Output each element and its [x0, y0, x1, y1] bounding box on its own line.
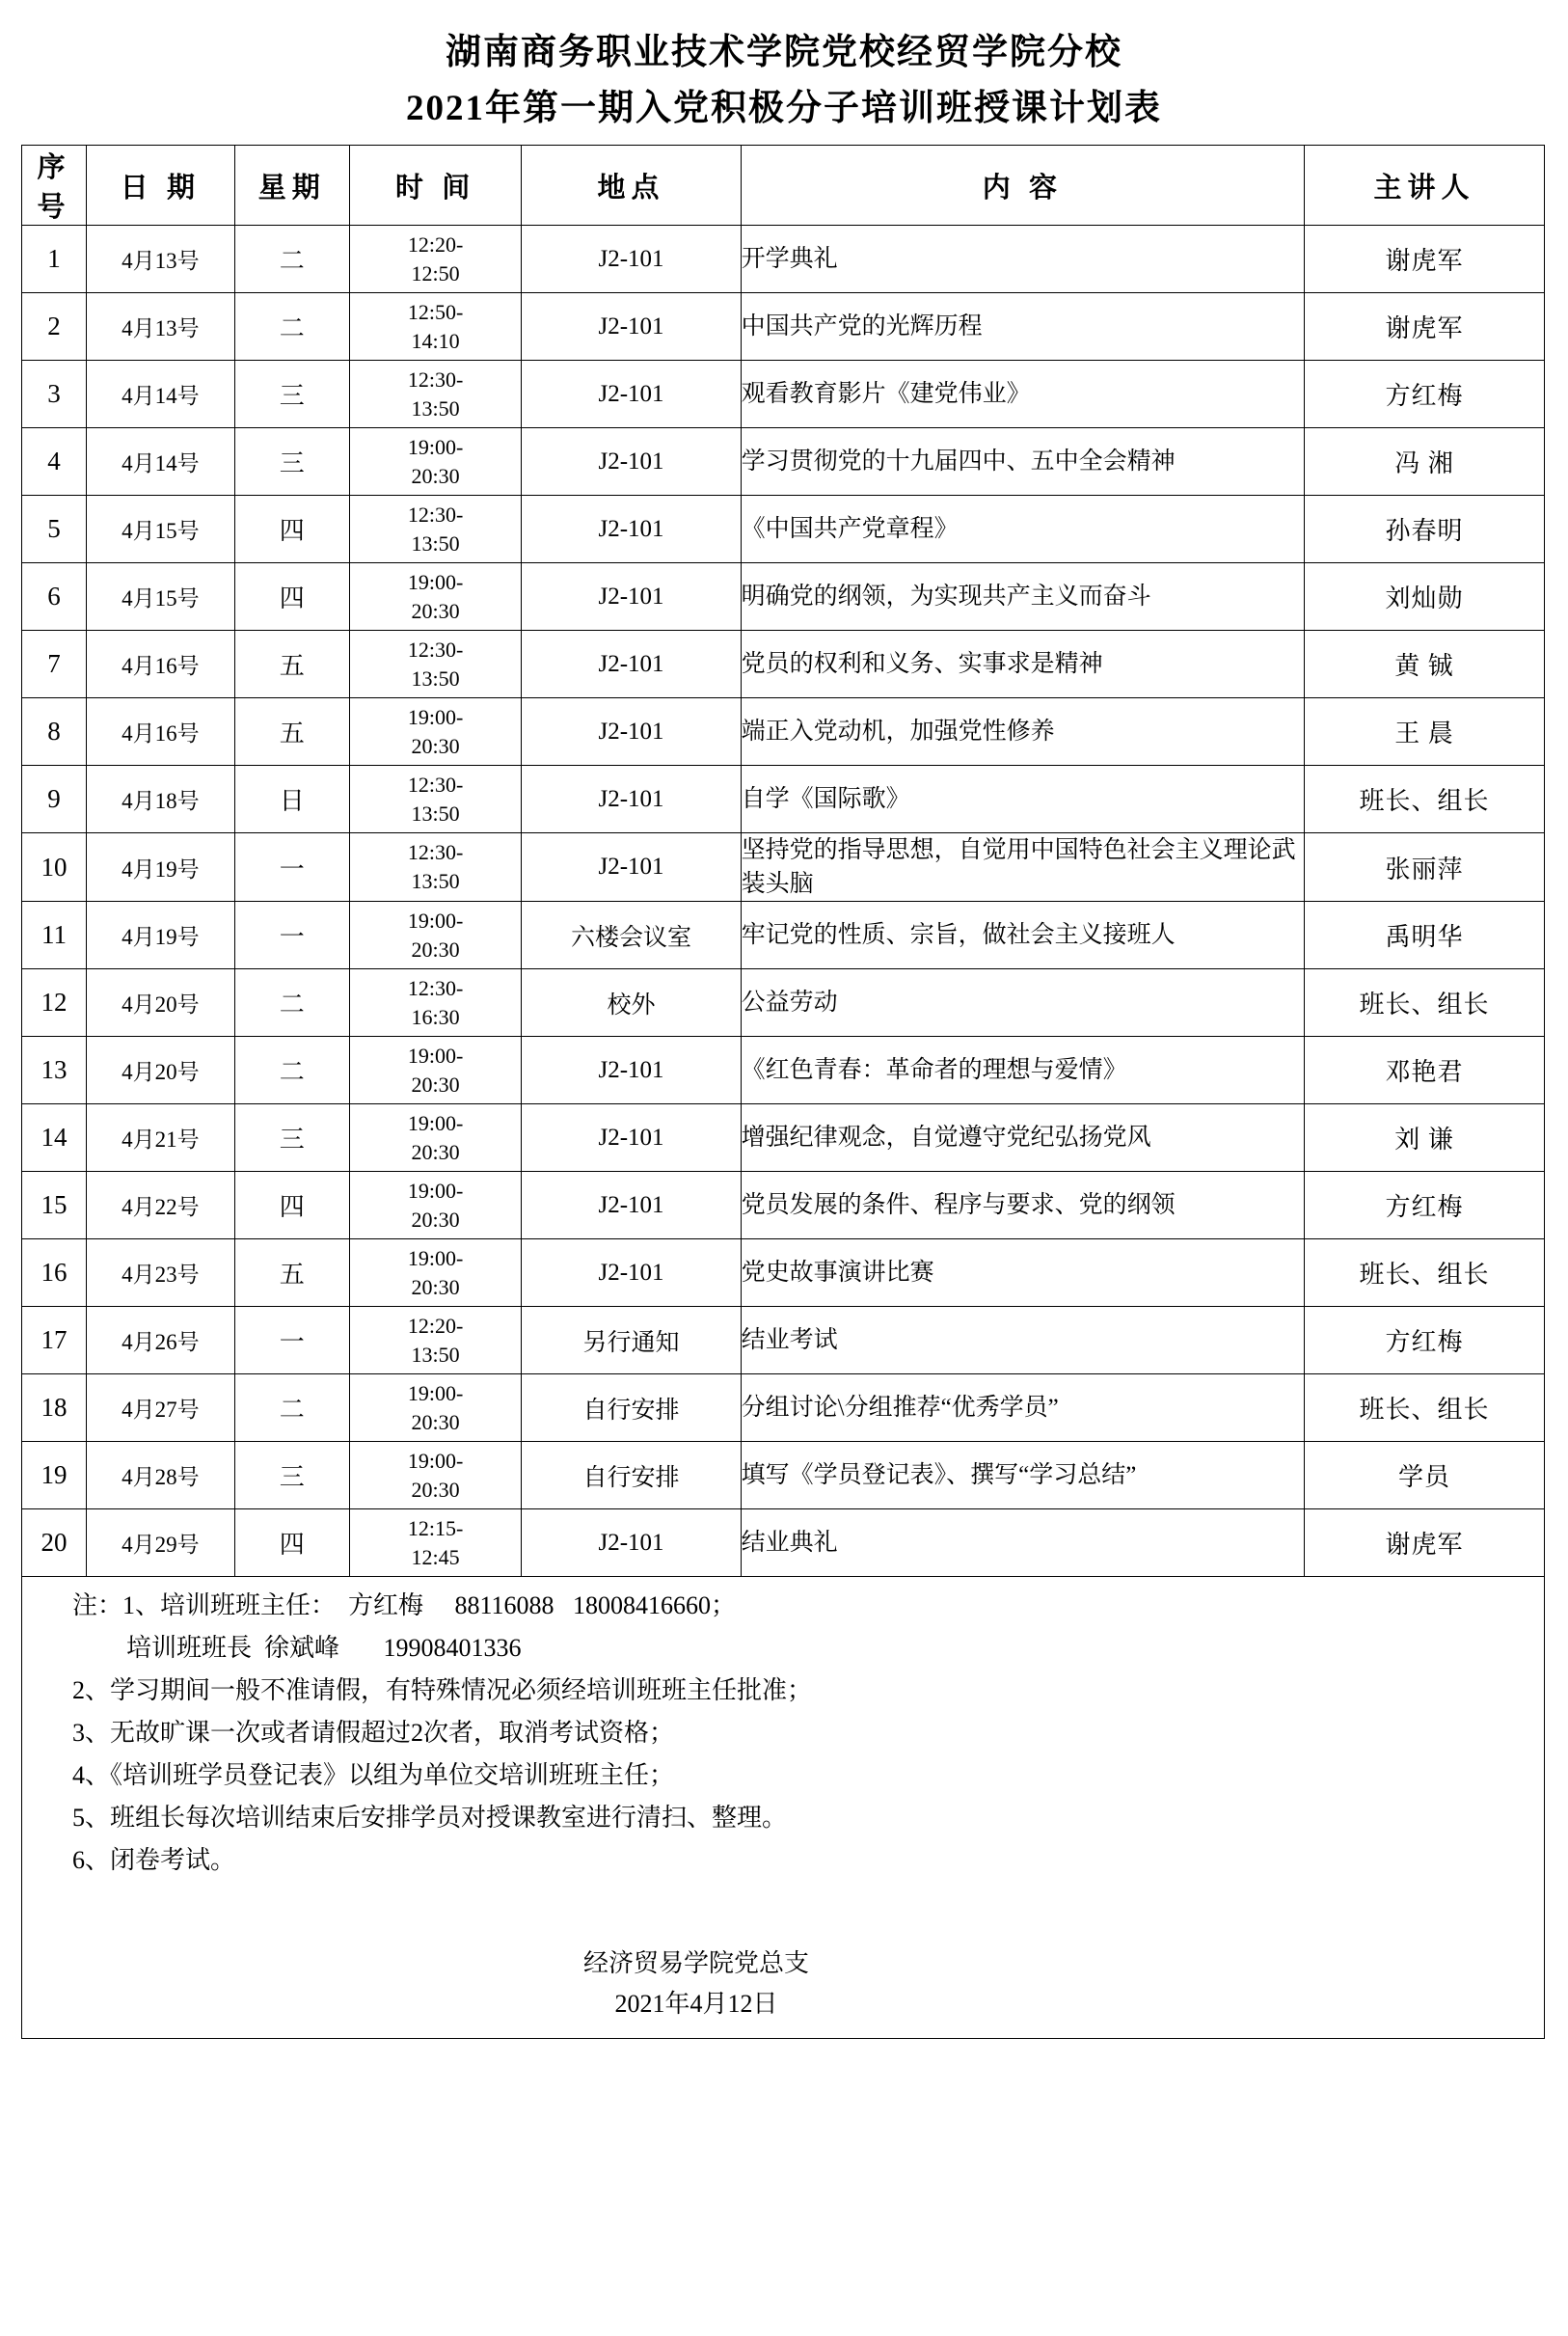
table-row	[22, 1442, 1545, 1509]
cell-date: 4月20号	[87, 969, 235, 1037]
cell-place: 自行安排	[522, 1442, 741, 1509]
cell-content: 《红色青春：革命者的理想与爱情》	[741, 1037, 1304, 1104]
table-row	[22, 1307, 1545, 1374]
cell-time	[349, 293, 522, 361]
schedule-table	[21, 145, 1545, 1577]
cell-time-start: 19:00-	[407, 1245, 464, 1270]
cell-time-end: 20:30	[411, 598, 460, 623]
cell-time-end: 14:10	[411, 328, 460, 353]
cell-time-start: 12:20-	[407, 1313, 464, 1338]
cell-time-start: 12:30-	[407, 772, 464, 797]
cell-date: 4月21号	[87, 1104, 235, 1172]
cell-place: J2-101	[522, 631, 741, 698]
table-row	[22, 902, 1545, 969]
cell-date: 4月26号	[87, 1307, 235, 1374]
cell-place: 自行安排	[522, 1374, 741, 1442]
cell-week: 四	[234, 563, 349, 631]
cell-content: 增强纪律观念，自觉遵守党纪弘扬党风	[741, 1104, 1304, 1172]
cell-no: 12	[22, 969, 87, 1037]
cell-time	[349, 902, 522, 969]
cell-time-start: 12:30-	[407, 975, 464, 1000]
cell-time	[349, 496, 522, 563]
cell-time	[349, 1037, 522, 1104]
cell-time-end: 20:30	[411, 1409, 460, 1434]
cell-place: J2-101	[522, 563, 741, 631]
cell-speaker: 张丽萍	[1305, 833, 1545, 902]
cell-content: 自学《国际歌》	[741, 766, 1304, 833]
cell-week: 二	[234, 1374, 349, 1442]
cell-time-start: 19:00-	[407, 569, 464, 594]
cell-time	[349, 1239, 522, 1307]
cell-content: 中国共产党的光辉历程	[741, 293, 1304, 361]
cell-time-end: 13:50	[411, 801, 460, 826]
cell-place: J2-101	[522, 361, 741, 428]
table-row	[22, 1172, 1545, 1239]
cell-content: 观看教育影片《建党伟业》	[741, 361, 1304, 428]
cell-no: 10	[22, 833, 87, 902]
cell-place: 六楼会议室	[522, 902, 741, 969]
cell-time-end: 13:50	[411, 395, 460, 421]
cell-week: 五	[234, 631, 349, 698]
cell-date: 4月16号	[87, 631, 235, 698]
cell-no: 5	[22, 496, 87, 563]
cell-date: 4月29号	[87, 1509, 235, 1577]
note-line-3: 2、学习期间一般不准请假，有特殊情况必须经培训班班主任批准；	[72, 1676, 813, 1704]
cell-content: 开学典礼	[741, 226, 1304, 293]
cell-place: J2-101	[522, 698, 741, 766]
cell-week: 二	[234, 226, 349, 293]
cell-speaker: 班长、组长	[1305, 766, 1545, 833]
cell-place: 另行通知	[522, 1307, 741, 1374]
cell-speaker: 黄 铖	[1305, 631, 1545, 698]
cell-time-end: 20:30	[411, 463, 460, 488]
cell-week: 一	[234, 833, 349, 902]
cell-speaker: 班长、组长	[1305, 969, 1545, 1037]
cell-time	[349, 1307, 522, 1374]
table-row	[22, 631, 1545, 698]
cell-time	[349, 563, 522, 631]
cell-time-end: 13:50	[411, 665, 460, 691]
cell-date: 4月22号	[87, 1172, 235, 1239]
cell-speaker: 班长、组长	[1305, 1374, 1545, 1442]
cell-time-end: 20:30	[411, 1072, 460, 1097]
cell-content: 填写《学员登记表》、撰写“学习总结”	[741, 1442, 1304, 1509]
cell-week: 四	[234, 1172, 349, 1239]
cell-place: J2-101	[522, 1172, 741, 1239]
cell-place: J2-101	[522, 1239, 741, 1307]
cell-time-start: 19:00-	[407, 1043, 464, 1068]
cell-speaker: 刘 谦	[1305, 1104, 1545, 1172]
cell-date: 4月14号	[87, 361, 235, 428]
table-row	[22, 698, 1545, 766]
cell-no: 3	[22, 361, 87, 428]
cell-time-end: 20:30	[411, 733, 460, 758]
note-line-5: 4、《培训班学员登记表》以组为单位交培训班班主任；	[72, 1761, 675, 1789]
cell-date: 4月15号	[87, 563, 235, 631]
cell-speaker: 方红梅	[1305, 1172, 1545, 1239]
header-date: 日 期	[87, 146, 235, 226]
cell-date: 4月15号	[87, 496, 235, 563]
cell-time	[349, 1104, 522, 1172]
cell-week: 日	[234, 766, 349, 833]
cell-content: 党员发展的条件、程序与要求、党的纲领	[741, 1172, 1304, 1239]
cell-time-end: 20:30	[411, 1139, 460, 1164]
cell-time	[349, 226, 522, 293]
cell-date: 4月13号	[87, 226, 235, 293]
cell-no: 6	[22, 563, 87, 631]
cell-place: J2-101	[522, 1104, 741, 1172]
cell-speaker: 王 晨	[1305, 698, 1545, 766]
cell-time-end: 20:30	[411, 937, 460, 962]
cell-week: 五	[234, 1239, 349, 1307]
table-row	[22, 969, 1545, 1037]
table-header-row	[22, 146, 1545, 226]
note-line-4: 3、无故旷课一次或者请假超过2次者，取消考试资格；	[72, 1719, 675, 1747]
cell-date: 4月16号	[87, 698, 235, 766]
cell-content: 结业考试	[741, 1307, 1304, 1374]
cell-date: 4月20号	[87, 1037, 235, 1104]
table-row	[22, 1104, 1545, 1172]
header-week: 星期	[234, 146, 349, 226]
header-content: 内 容	[741, 146, 1304, 226]
cell-speaker: 禹明华	[1305, 902, 1545, 969]
table-row	[22, 1239, 1545, 1307]
table-row	[22, 496, 1545, 563]
cell-content: 牢记党的性质、宗旨，做社会主义接班人	[741, 902, 1304, 969]
cell-date: 4月27号	[87, 1374, 235, 1442]
cell-speaker: 冯 湘	[1305, 428, 1545, 496]
header-time: 时 间	[349, 146, 522, 226]
cell-time-start: 19:00-	[407, 434, 464, 459]
cell-content: 分组讨论\分组推荐“优秀学员”	[741, 1374, 1304, 1442]
table-row	[22, 1374, 1545, 1442]
notes-block	[21, 1577, 1545, 2039]
cell-speaker: 刘灿勋	[1305, 563, 1545, 631]
cell-time-end: 13:50	[411, 869, 460, 893]
cell-content: 学习贯彻党的十九届四中、五中全会精神	[741, 428, 1304, 496]
cell-time-end: 20:30	[411, 1477, 460, 1502]
cell-time-start: 12:30-	[407, 502, 464, 527]
cell-time	[349, 428, 522, 496]
cell-time-start: 12:15-	[407, 1515, 464, 1540]
cell-time	[349, 1442, 522, 1509]
cell-time-start: 12:20-	[407, 231, 464, 257]
signature-date: 2021年4月12日	[614, 1990, 778, 2018]
cell-content: 结业典礼	[741, 1509, 1304, 1577]
signature-org: 经济贸易学院党总支	[582, 1949, 809, 1977]
cell-week: 一	[234, 1307, 349, 1374]
note-line-1: 注：1、培训班班主任： 方红梅 88116088 18008416660；	[72, 1591, 737, 1619]
cell-speaker: 谢虎军	[1305, 293, 1545, 361]
cell-content: 党史故事演讲比赛	[741, 1239, 1304, 1307]
document-title	[21, 14, 1547, 145]
cell-no: 14	[22, 1104, 87, 1172]
note-line-6: 5、班组长每次培训结束后安排学员对授课教室进行清扫、整理。	[72, 1804, 788, 1832]
cell-content: 坚持党的指导思想，自觉用中国特色社会主义理论武装头脑	[741, 833, 1304, 902]
cell-speaker: 孙春明	[1305, 496, 1545, 563]
cell-week: 一	[234, 902, 349, 969]
table-row	[22, 428, 1545, 496]
cell-content: 《中国共产党章程》	[741, 496, 1304, 563]
signature-block	[22, 1943, 1544, 2024]
cell-time-start: 19:00-	[407, 1380, 464, 1405]
title-line-1: 湖南商务职业技术学院党校经贸学院分校	[446, 33, 1122, 72]
cell-speaker: 班长、组长	[1305, 1239, 1545, 1307]
cell-week: 四	[234, 1509, 349, 1577]
cell-time-end: 13:50	[411, 530, 460, 556]
cell-time-start: 12:30-	[407, 840, 464, 864]
cell-time-end: 13:50	[411, 1342, 460, 1367]
cell-time-start: 19:00-	[407, 704, 464, 729]
cell-week: 五	[234, 698, 349, 766]
cell-time	[349, 1172, 522, 1239]
cell-time-end: 12:50	[411, 260, 460, 285]
cell-speaker: 谢虎军	[1305, 226, 1545, 293]
note-line-7: 6、闭卷考试。	[72, 1846, 236, 1874]
cell-speaker: 方红梅	[1305, 361, 1545, 428]
cell-time	[349, 361, 522, 428]
table-row	[22, 563, 1545, 631]
header-no: 序号	[22, 146, 87, 226]
cell-time	[349, 1509, 522, 1577]
cell-place: J2-101	[522, 1037, 741, 1104]
title-line-2: 2021年第一期入党积极分子培训班授课计划表	[406, 89, 1162, 128]
cell-no: 8	[22, 698, 87, 766]
cell-week: 三	[234, 428, 349, 496]
cell-no: 15	[22, 1172, 87, 1239]
cell-no: 1	[22, 226, 87, 293]
cell-speaker: 方红梅	[1305, 1307, 1545, 1374]
cell-no: 16	[22, 1239, 87, 1307]
cell-time-start: 12:30-	[407, 367, 464, 392]
table-row	[22, 766, 1545, 833]
cell-time-end: 20:30	[411, 1207, 460, 1232]
cell-place: J2-101	[522, 293, 741, 361]
cell-time	[349, 969, 522, 1037]
cell-time	[349, 631, 522, 698]
cell-week: 三	[234, 361, 349, 428]
table-row	[22, 293, 1545, 361]
cell-time	[349, 698, 522, 766]
cell-no: 19	[22, 1442, 87, 1509]
cell-week: 三	[234, 1442, 349, 1509]
cell-content: 公益劳动	[741, 969, 1304, 1037]
cell-time-end: 12:45	[411, 1544, 460, 1569]
cell-time-end: 16:30	[411, 1004, 460, 1029]
cell-no: 11	[22, 902, 87, 969]
cell-speaker: 邓艳君	[1305, 1037, 1545, 1104]
cell-week: 二	[234, 293, 349, 361]
cell-content: 党员的权利和义务、实事求是精神	[741, 631, 1304, 698]
cell-place: J2-101	[522, 1509, 741, 1577]
cell-content: 明确党的纲领，为实现共产主义而奋斗	[741, 563, 1304, 631]
cell-place: J2-101	[522, 428, 741, 496]
cell-time-start: 19:00-	[407, 1448, 464, 1473]
cell-place: J2-101	[522, 766, 741, 833]
cell-place: J2-101	[522, 496, 741, 563]
table-row	[22, 833, 1545, 902]
cell-date: 4月23号	[87, 1239, 235, 1307]
cell-week: 四	[234, 496, 349, 563]
cell-time-start: 12:30-	[407, 637, 464, 662]
cell-date: 4月28号	[87, 1442, 235, 1509]
cell-date: 4月19号	[87, 902, 235, 969]
table-row	[22, 1509, 1545, 1577]
cell-time-start: 19:00-	[407, 1110, 464, 1135]
cell-place: J2-101	[522, 226, 741, 293]
cell-time	[349, 833, 522, 902]
table-row	[22, 1037, 1545, 1104]
header-speaker: 主讲人	[1305, 146, 1545, 226]
cell-time-start: 19:00-	[407, 1178, 464, 1203]
cell-week: 二	[234, 969, 349, 1037]
cell-week: 三	[234, 1104, 349, 1172]
cell-speaker: 学员	[1305, 1442, 1545, 1509]
cell-date: 4月19号	[87, 833, 235, 902]
table-row	[22, 226, 1545, 293]
cell-date: 4月13号	[87, 293, 235, 361]
cell-time-end: 20:30	[411, 1274, 460, 1299]
cell-date: 4月14号	[87, 428, 235, 496]
cell-time-start: 12:50-	[407, 299, 464, 324]
table-row	[22, 361, 1545, 428]
cell-time-start: 19:00-	[407, 908, 464, 933]
cell-place: 校外	[522, 969, 741, 1037]
cell-time	[349, 766, 522, 833]
cell-no: 13	[22, 1037, 87, 1104]
cell-no: 7	[22, 631, 87, 698]
cell-place: J2-101	[522, 833, 741, 902]
cell-no: 9	[22, 766, 87, 833]
cell-no: 2	[22, 293, 87, 361]
header-place: 地点	[522, 146, 741, 226]
cell-speaker: 谢虎军	[1305, 1509, 1545, 1577]
cell-time	[349, 1374, 522, 1442]
cell-no: 17	[22, 1307, 87, 1374]
cell-no: 4	[22, 428, 87, 496]
cell-week: 二	[234, 1037, 349, 1104]
cell-content: 端正入党动机，加强党性修养	[741, 698, 1304, 766]
cell-no: 20	[22, 1509, 87, 1577]
note-line-2: 培训班班長 徐斌峰 19908401336	[126, 1634, 522, 1662]
cell-date: 4月18号	[87, 766, 235, 833]
cell-no: 18	[22, 1374, 87, 1442]
